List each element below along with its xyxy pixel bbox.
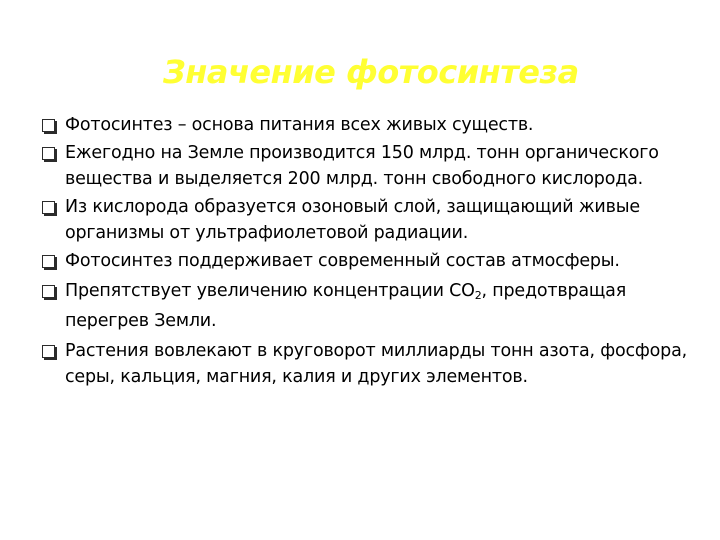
bullet-item: [40, 276, 710, 336]
checkbox-square-icon: [42, 147, 55, 160]
bullet-text-before: Препятствует увеличению концентрации СО: [65, 281, 475, 301]
bullet-text: Растения вовлекают в круговорот миллиарды тонн азота, фосфора, серы, кальция, магния, калия и других элементов.: [65, 341, 687, 387]
checkbox-square-icon: [42, 255, 55, 268]
slide-title: Значение фотосинтеза: [163, 53, 579, 91]
checkbox-square-icon: [42, 345, 55, 358]
bullet-item: [40, 112, 710, 138]
bullet-item: [40, 140, 710, 192]
bullet-text: Из кислорода образуется озоновый слой, защищающий живые организмы от ультрафиолетовой радиации.: [65, 197, 640, 243]
bullet-text: Фотосинтез – основа питания всех живых существ.: [65, 115, 534, 135]
bullet-item: [40, 194, 710, 246]
co2-subscript: 2: [474, 289, 482, 302]
bullet-text: Фотосинтез поддерживает современный состав атмосферы.: [65, 251, 620, 271]
checkbox-square-icon: [42, 119, 55, 132]
bullet-item: [40, 248, 710, 274]
bullet-item: [40, 338, 710, 390]
bullet-text-after: , предотвращая перегрев Земли.: [65, 281, 627, 331]
bullet-text: Ежегодно на Земле производится 150 млрд. тонн органического вещества и выделяется 200 млрд. тонн свободного кислорода.: [65, 143, 659, 189]
checkbox-square-icon: [42, 285, 55, 298]
bullet-list: [40, 112, 710, 392]
checkbox-square-icon: [42, 201, 55, 214]
